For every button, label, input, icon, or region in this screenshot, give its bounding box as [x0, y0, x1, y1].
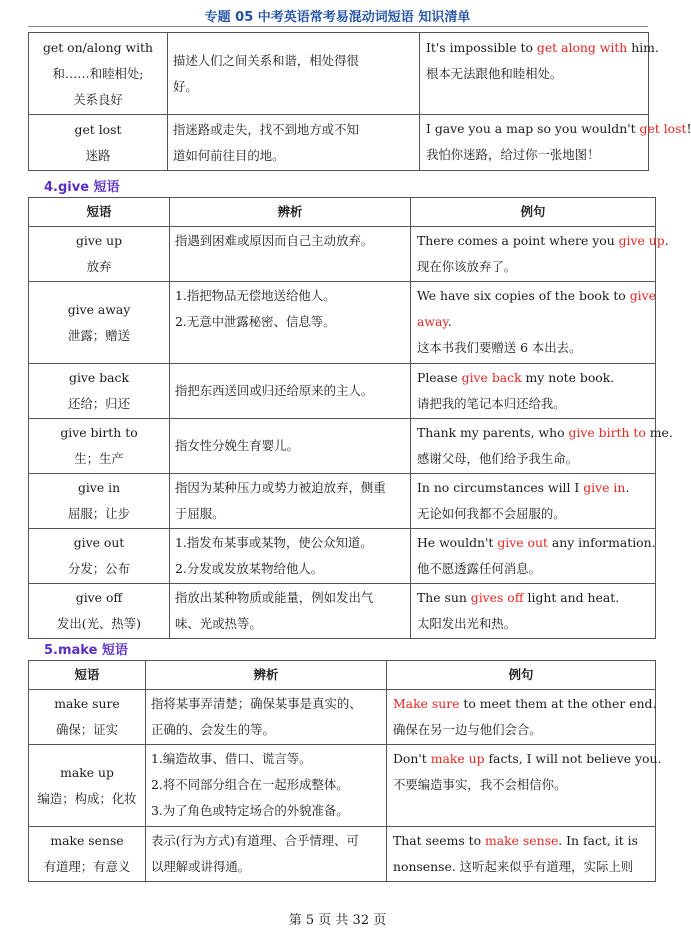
- table-row: [29, 115, 649, 171]
- phrase-text: give birth to: [60, 425, 138, 440]
- give-phrases-table: [28, 197, 673, 639]
- analysis-line: 表示(行为方式)有道理、合乎情理、可: [151, 833, 359, 848]
- analysis-line: 1.指发布某事或某物，使公众知道。: [175, 535, 373, 550]
- analysis-line: 2.分发或发放某物给他人。: [175, 561, 324, 576]
- get-phrases-table: [28, 32, 691, 171]
- analysis-line: 2.无意中泄露秘密、信息等。: [175, 314, 336, 329]
- table-row: [29, 745, 656, 827]
- meaning-text: 编造；构成；化妆: [37, 790, 137, 806]
- meaning-text: 发出(光、热等): [56, 616, 141, 631]
- section-title-give: 4.give 短语: [44, 180, 120, 195]
- table-row: [29, 529, 656, 584]
- example-cell: [411, 364, 656, 419]
- highlighted-phrase: give out: [497, 535, 548, 550]
- table-header-row: [29, 198, 656, 227]
- analysis-line: 道如何前往目的地。: [173, 147, 285, 163]
- make-phrases-table: [28, 660, 662, 882]
- table-row: [29, 474, 656, 529]
- phrase-text: make sense: [50, 833, 124, 848]
- example-cell: [387, 690, 656, 745]
- analysis-line: 2.将不同部分组合在一起形成整体。: [151, 777, 349, 792]
- analysis-line: 好。: [173, 78, 198, 94]
- example-sentence: That seems to make sense. In fact, it is: [393, 833, 638, 848]
- example-sentence: Please give back my note book.: [417, 370, 615, 385]
- phrase-text: give away: [67, 301, 131, 317]
- example-translation: 不要编造事实，我不会相信你。: [393, 777, 567, 792]
- analysis-line: 味、光或热等。: [175, 616, 262, 631]
- example-translation: 感谢父母，他们给予我生命。: [417, 451, 579, 466]
- analysis-cell: [170, 282, 411, 364]
- column-header: 例句: [411, 198, 656, 227]
- meaning-text: 迷路: [85, 147, 111, 163]
- analysis-line: 1.编造故事、借口、谎言等。: [151, 751, 312, 766]
- analysis-line: 指将某事弄清楚；确保某事是真实的、: [151, 696, 362, 711]
- example-translation: 确保在另一边与他们会合。: [393, 722, 542, 737]
- example-sentence: We have six copies of the book to give: [417, 288, 656, 303]
- example-cell: [411, 584, 656, 639]
- meaning-text: 分发；公布: [68, 561, 130, 576]
- analysis-line: 于屈服。: [175, 506, 225, 521]
- phrase-text: give up: [75, 233, 123, 248]
- example-sentence: It's impossible to get along with him.: [426, 40, 659, 55]
- example-sentence: away.: [417, 314, 452, 329]
- highlighted-phrase: get lost: [639, 121, 687, 136]
- phrase-text: give out: [73, 535, 125, 550]
- phrase-cell: [29, 419, 170, 474]
- phrase-cell: [29, 282, 170, 364]
- example-translation: 太阳发出光和热。: [417, 616, 517, 631]
- phrase-cell: [29, 115, 168, 171]
- table-row: [29, 827, 656, 882]
- meaning-text: 还给；归还: [68, 396, 130, 411]
- example-sentence: In no circumstances will I give in.: [417, 480, 630, 495]
- table-row: [29, 364, 656, 419]
- analysis-cell: [170, 364, 411, 419]
- phrase-text: make up: [60, 764, 114, 780]
- example-sentence: The sun gives off light and heat.: [417, 590, 620, 605]
- analysis-line: 指放出某种物质或能量，例如发出气: [175, 590, 374, 605]
- example-cell: [387, 745, 662, 827]
- phrase-cell: [29, 827, 146, 882]
- analysis-cell: [146, 745, 387, 827]
- phrase-cell: [29, 584, 170, 639]
- highlighted-phrase: make up: [430, 751, 485, 766]
- analysis-cell: [146, 827, 387, 882]
- phrase-text: give in: [77, 480, 121, 495]
- example-cell: [420, 33, 659, 115]
- analysis-line: 指女性分娩生育婴儿。: [175, 438, 299, 453]
- phrase-cell: [29, 745, 146, 827]
- highlighted-phrase: give back: [461, 370, 522, 385]
- header-divider: [28, 26, 648, 27]
- meaning-text: 泄露；赠送: [68, 327, 130, 343]
- highlighted-phrase: gives off: [470, 590, 524, 605]
- example-cell: [420, 115, 691, 171]
- meaning-text: 有道理；有意义: [43, 859, 131, 874]
- table-row: [29, 690, 656, 745]
- table-header-row: [29, 661, 656, 690]
- highlighted-phrase: make sense: [485, 833, 559, 848]
- example-sentence: Don't make up facts, I will not believe you.: [393, 751, 662, 766]
- example-translation: 无论如何我都不会屈服的。: [417, 506, 566, 521]
- highlighted-phrase: get along with: [536, 40, 628, 55]
- phrase-cell: [29, 227, 170, 282]
- table-row: [29, 419, 656, 474]
- page-number: 第 5 页 共 32 页: [288, 913, 387, 928]
- analysis-cell: [170, 584, 411, 639]
- example-translation: 根本无法跟他和睦相处。: [426, 66, 563, 81]
- section-title-make: 5.make 短语: [44, 643, 128, 658]
- analysis-line: 指把东西送回或归还给原来的主人。: [175, 383, 374, 398]
- phrase-cell: [29, 364, 170, 419]
- meaning-text: 和……和睦相处;: [52, 65, 144, 81]
- phrase-text: get on/along with: [43, 39, 153, 55]
- phrase-text: give back: [69, 370, 129, 385]
- example-translation: nonsense. 这听起来似乎有道理，实际上则: [393, 859, 634, 874]
- analysis-line: 指迷路或走失，找不到地方或不知: [173, 121, 359, 137]
- highlighted-phrase: away: [417, 314, 448, 329]
- column-header: 例句: [387, 661, 656, 690]
- column-header: 短语: [29, 661, 146, 690]
- analysis-line: 1.指把物品无偿地送给他人。: [175, 288, 336, 303]
- table-row: [29, 282, 656, 364]
- column-header: 辨析: [146, 661, 387, 690]
- column-header: 辨析: [170, 198, 411, 227]
- table-row: [29, 227, 656, 282]
- phrase-cell: [29, 529, 170, 584]
- phrase-cell: [29, 474, 170, 529]
- example-cell: [411, 419, 673, 474]
- example-sentence: Thank my parents, who give birth to me.: [417, 425, 673, 440]
- meaning-text: 屈服；让步: [68, 506, 130, 521]
- table-row: [29, 33, 649, 115]
- analysis-line: 指遇到困难或原因而自己主动放弃。: [175, 233, 374, 248]
- highlighted-phrase: give: [629, 288, 656, 303]
- analysis-line: 正确的、会发生的等。: [151, 722, 275, 737]
- phrase-text: make sure: [54, 696, 120, 711]
- highlighted-phrase: give birth to: [568, 425, 646, 440]
- example-cell: [411, 529, 656, 584]
- highlighted-phrase: give up: [618, 233, 665, 248]
- example-cell: [411, 227, 669, 282]
- example-cell: [387, 827, 656, 882]
- analysis-cell: [170, 419, 411, 474]
- example-sentence: I gave you a map so you wouldn't get lost!: [426, 121, 691, 136]
- analysis-cell: [168, 115, 420, 171]
- analysis-cell: [170, 227, 411, 282]
- analysis-line: 3.为了角色或特定场合的外貌准备。: [151, 803, 349, 818]
- analysis-line: 以理解或讲得通。: [151, 859, 251, 874]
- analysis-cell: [170, 529, 411, 584]
- phrase-cell: [29, 33, 168, 115]
- phrase-cell: [29, 690, 146, 745]
- meaning-text: 确保；证实: [56, 722, 118, 737]
- highlighted-phrase: give in: [583, 480, 626, 495]
- example-sentence: There comes a point where you give up.: [417, 233, 669, 248]
- analysis-cell: [146, 690, 387, 745]
- phrase-text: give off: [75, 590, 123, 605]
- page-header: 专题 05 中考英语常考易混动词短语 知识清单: [204, 10, 471, 25]
- analysis-line: 指因为某种压力或势力被迫放弃，侧重: [175, 480, 386, 495]
- example-translation: 他不愿透露任何消息。: [417, 561, 541, 576]
- highlighted-phrase: Make sure: [393, 696, 460, 711]
- analysis-cell: [170, 474, 411, 529]
- table-row: [29, 584, 656, 639]
- example-translation: 这本书我们要赠送 6 本出去。: [417, 340, 582, 355]
- analysis-cell: [168, 33, 420, 115]
- example-translation: 请把我的笔记本归还给我。: [417, 396, 566, 411]
- analysis-line: 描述人们之间关系和谐，相处得很: [173, 52, 359, 68]
- phrase-text: get lost: [74, 121, 122, 137]
- example-sentence: Make sure to meet them at the other end.: [393, 696, 657, 711]
- example-cell: [411, 282, 656, 364]
- example-translation: 我怕你迷路，给过你一张地图！: [426, 147, 600, 162]
- example-cell: [411, 474, 656, 529]
- column-header: 短语: [29, 198, 170, 227]
- example-sentence: He wouldn't give out any information.: [417, 535, 656, 550]
- meaning-text: 放弃: [86, 259, 112, 274]
- meaning-text: 关系良好: [73, 91, 123, 107]
- meaning-text: 生；生产: [74, 451, 124, 466]
- example-translation: 现在你该放弃了。: [417, 259, 517, 274]
